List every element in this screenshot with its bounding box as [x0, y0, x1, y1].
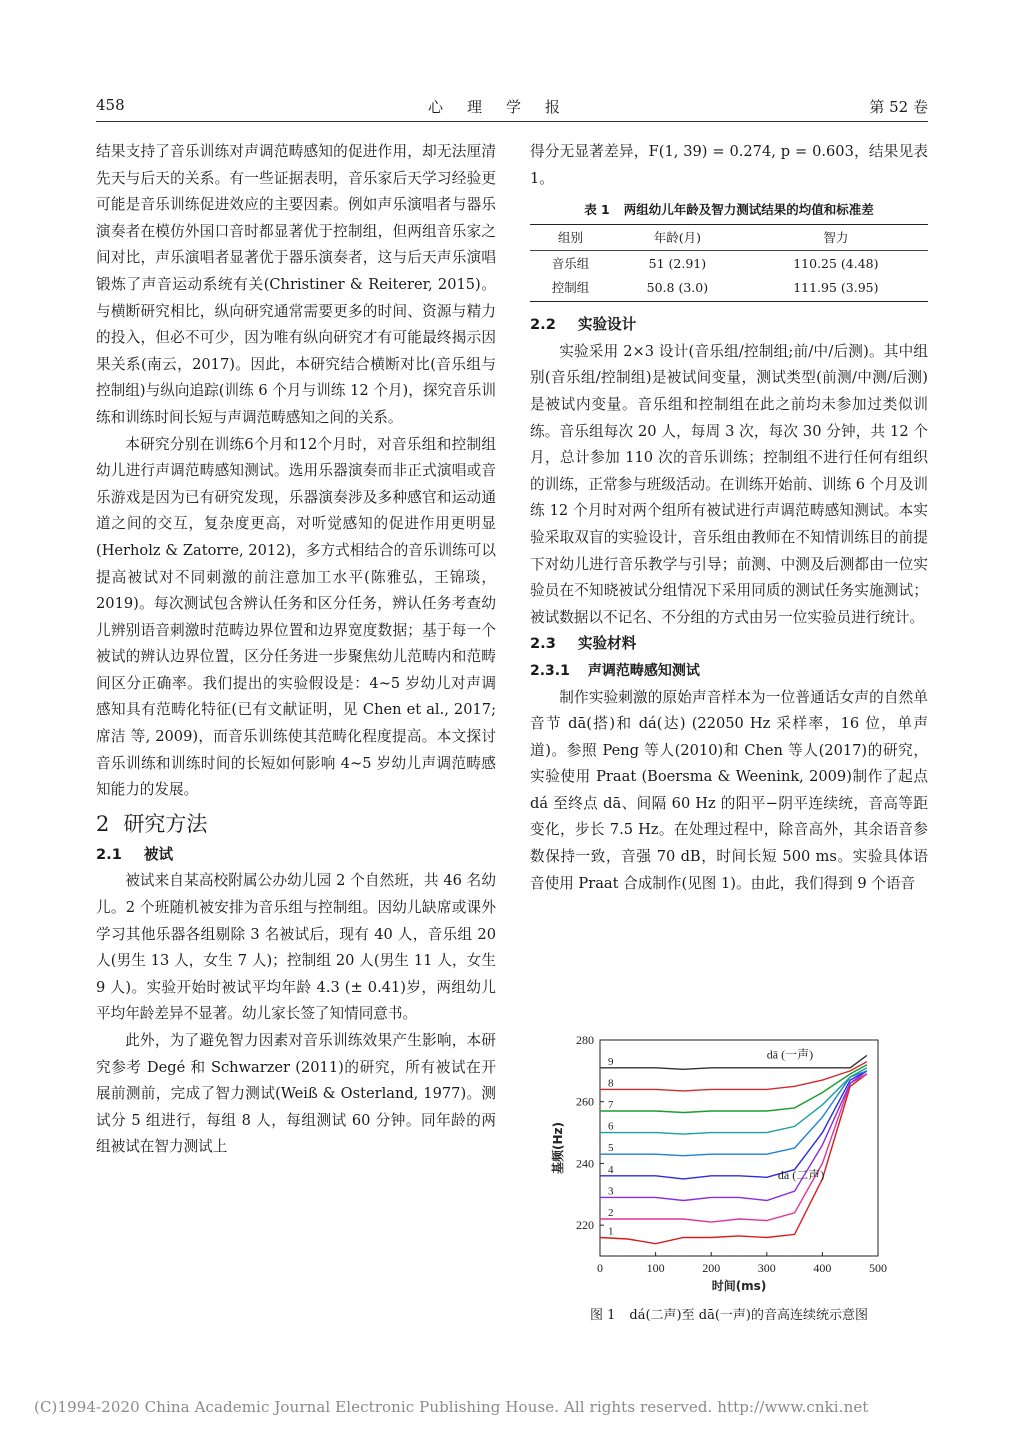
section-2-3-heading — [530, 631, 928, 658]
series-label: 4 — [608, 1163, 614, 1176]
y-tick-label: 220 — [576, 1218, 594, 1233]
pitch-continuum-chart — [530, 1028, 928, 1300]
section-2-heading — [96, 810, 496, 838]
table-cell: 51 (2.91) — [648, 255, 707, 271]
table-row — [530, 251, 928, 276]
table-cell: 控制组 — [530, 275, 611, 302]
series-label: 3 — [608, 1185, 614, 1198]
x-tick-label: 500 — [869, 1261, 887, 1275]
section-number: 2.2 — [530, 316, 556, 334]
table-title: 两组幼儿年龄及智力测试结果的均值和标准差 — [623, 202, 874, 218]
series-line-9 — [600, 1055, 867, 1069]
table-caption — [530, 200, 928, 218]
table-cell: 音乐组 — [551, 256, 590, 272]
volume-label: 第 52 卷 — [869, 98, 928, 116]
table-label: 表 1 — [584, 202, 610, 218]
table-header-cell: 智力 — [744, 225, 928, 251]
series-line-7 — [600, 1065, 867, 1113]
x-tick-label: 300 — [757, 1261, 776, 1275]
series-label: 2 — [608, 1206, 614, 1219]
table-row — [530, 275, 928, 302]
table-cell: 50.8 (3.0) — [611, 275, 744, 302]
annotation-tone-1: dā (一声) — [766, 1047, 814, 1062]
table-cell: 110.25 (4.48) — [793, 255, 879, 271]
section-number: 2 — [96, 811, 110, 836]
y-tick-label: 240 — [576, 1156, 594, 1171]
plot-frame — [600, 1040, 878, 1256]
series-label: 7 — [608, 1098, 614, 1111]
section-title: 实验材料 — [577, 635, 637, 653]
figure-caption-text: dá(二声)至 dā(一声)的音高连续统示意图 — [629, 1308, 868, 1323]
series-label: 6 — [608, 1120, 614, 1133]
section-number: 2.3.1 — [530, 662, 570, 679]
section-2-3-1-heading — [530, 658, 928, 685]
x-tick-label: 200 — [702, 1261, 721, 1275]
paragraph-study-overview: 本研究分别在训练6个月和12个月时，对音乐组和控制组幼儿进行声调范畴感知测试。选用乐器演奏而非正式演唱或音乐游戏是因为已有研究发现，乐器演奏涉及多种感官和运动通道之间的交互，复杂度更高，对听觉感知的促进作用更明显(Herholz & Zatorre, 2012)，多方式相结合的音乐训练可以提高被试对不同刺激的前注意加工水平(陈雅弘，王锦琰，2019)。每次测试包含辨认任务和区分任务，辨认任务考查幼儿辨别语音刺激时范畴边界位置和边界宽度数据；基于每一个被试的辨认边界位置，区分任务进一步聚焦幼儿范畴内和范畴间区分正确率。我们提出的实验假设是：4~5 岁幼儿对声调感知具有范畴化特征(已有文献证明，见 Chen et al., 2017; 席洁 等, 2009)，而音乐训练使其范畴化程度提高。本文探讨音乐训练和训练时间的长短如何影响 4~5 岁幼儿声调范畴感知能力的发展。 — [96, 435, 496, 799]
y-tick-label: 280 — [576, 1033, 594, 1047]
section-2-1-heading — [96, 842, 496, 869]
y-tick-label: 260 — [576, 1094, 594, 1109]
paragraph-stimuli: 制作实验刺激的原始声音样本为一位普通话女声的自然单音节 dā(搭)和 dá(达) (22050 Hz 采样率，16 位，单声道)。参照 Peng 等人(2010)和 Chen 等人(2017)的研究，实验使用 Praat (Boersma & Weenink, 2009)制作了起点 dá 至终点 dā、间隔 60 Hz 的阳平−阴平连续统，音高等距变化，步长 7.5 Hz。在处理过程中，除音高外，其余语音参数保持一致，音强 70 dB，时间长短 500 ms。实验具体语音使用 Praat 合成制作(见图 1)。由此，我们得到 9 个语音 — [530, 688, 928, 892]
x-tick-label: 100 — [646, 1261, 665, 1275]
paragraph-iq-test: 此外，为了避免智力因素对音乐训练效果产生影响，本研究参考 Degé 和 Schwarzer (2011)的研究，所有被试在开展前测前，完成了智力测试(Weiß & Osterland, 1977)。测试分 5 组进行，每组 8 人，每组测试 60 分钟。同年龄的两组被试在智力测试上 — [96, 1032, 496, 1156]
section-title: 被试 — [143, 845, 174, 863]
section-2-2-heading — [530, 312, 928, 339]
x-axis-label: 时间(ms) — [711, 1279, 767, 1293]
section-title: 实验设计 — [577, 316, 637, 334]
copyright-footer: (C)1994-2020 China Academic Journal Electronic Publishing House. All rights reserved. http://www.cnki.net — [34, 1398, 869, 1416]
series-label: 5 — [608, 1142, 614, 1155]
paragraph-participants: 被试来自某高校附属公办幼儿园 2 个自然班，共 46 名幼儿。2 个班随机被安排为音乐组与控制组。因幼儿缺席或课外学习其他乐器各组剔除 3 名被试后，现有 40 人，音乐组 20 人(男生 13 人，女生 7 人)；控制组 20 人(男生 11 人，女生 9 人)。实验开始时被试平均年龄 4.3 (± 0.41)岁，两组幼儿平均年龄差异不显著。幼儿家长签了知情同意书。 — [96, 872, 496, 1023]
series-line-8 — [600, 1062, 867, 1091]
table-1 — [530, 224, 928, 302]
right-column — [530, 139, 928, 897]
y-axis-label: 基频(Hz) — [551, 1122, 565, 1174]
table-header-cell: 年龄(月) — [611, 225, 744, 251]
paragraph-design: 实验采用 2×3 设计(音乐组/控制组;前/中/后测)。其中组别(音乐组/控制组)是被试间变量，测试类型(前测/中测/后测)是被试内变量。音乐组和控制组在此之前均未参加过类似训练。音乐组每次 20 人，每周 3 次，每次 30 分钟，共 12 个月，总计参加 110 次的音乐训练；控制组不进行任何有组织的训练，正常参与班级活动。在训练开始前、训练 6 个月及训练 12 个月时对两个组所有被试进行声调范畴感知测试。本实验采取双盲的实验设计，音乐组由教师在不知情训练目的前提下对幼儿进行音乐教学与引导；前测、中测及后测都由一位实验员在不知晓被试分组情况下采用同质的测试任务实施测试；被试数据以不记名、不分组的方式由另一位实验员进行统计。 — [530, 342, 929, 626]
journal-title: 心理学报 — [428, 98, 585, 116]
section-title: 声调范畴感知测试 — [587, 662, 700, 679]
table-cell: 111.95 (3.95) — [744, 275, 928, 302]
section-title: 研究方法 — [123, 811, 208, 836]
paragraph-intro-end: 结果支持了音乐训练对声调范畴感知的促进作用，却无法厘清先天与后天的关系。有一些证据表明，音乐家后天学习经验更可能是音乐训练促进效应的主要因素。例如声乐演唱者与器乐演奏者在模仿外国口音时都显著优于控制组，但两组音乐家之间对比，声乐演唱者显著优于器乐演奏者，这与后天声乐演唱锻炼了声音运动系统有关(Christiner & Reiterer, 2015)。与横断研究相比，纵向研究通常需要更多的时间、资源与精力的投入，但必不可少，因为唯有纵向研究才有可能最终揭示因果关系(南云，2017)。因此，本研究结合横断对比(音乐组与控制组)与纵向追踪(训练 6 个月与训练 12 个月)，探究音乐训练和训练时间长短与声调范畴感知之间的关系。 — [96, 143, 496, 426]
header-rule — [96, 121, 928, 122]
left-column — [96, 139, 496, 1161]
series-label: 8 — [608, 1077, 614, 1090]
figure-1 — [530, 1028, 928, 1328]
x-tick-label: 400 — [813, 1261, 832, 1275]
page-number: 458 — [96, 96, 125, 114]
series-label: 1 — [608, 1225, 614, 1238]
paragraph-iq-result: 得分无显著差异，F(1, 39) = 0.274, p = 0.603，结果见表 1。 — [530, 143, 928, 187]
table-header-cell: 组别 — [530, 225, 611, 251]
section-number: 2.1 — [96, 845, 122, 863]
figure-caption — [530, 1304, 928, 1323]
series-line-5 — [600, 1071, 867, 1156]
section-number: 2.3 — [530, 635, 556, 653]
series-line-2 — [600, 1074, 867, 1222]
table-header-row — [530, 225, 928, 251]
annotation-tone-2: dá (二声) — [777, 1167, 825, 1182]
figure-label: 图 1 — [590, 1308, 616, 1323]
series-label: 9 — [608, 1055, 614, 1068]
x-tick-label: 0 — [597, 1261, 603, 1275]
